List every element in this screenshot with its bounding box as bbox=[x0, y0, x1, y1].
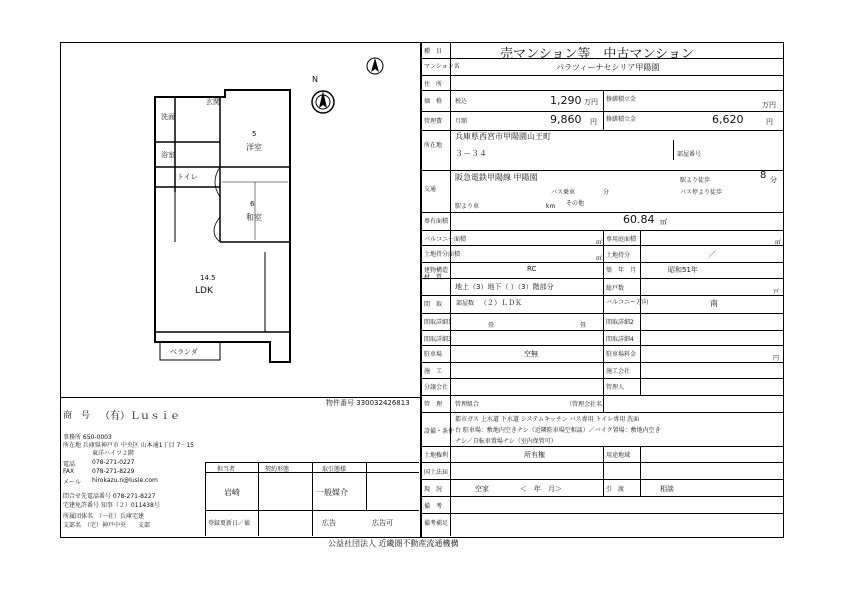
western-size: 5 bbox=[252, 130, 257, 138]
reserve-label: 修繕積立金 bbox=[606, 116, 637, 123]
agent-name-label: 商 号 bbox=[63, 411, 91, 421]
wash-label: 洗面 bbox=[161, 113, 175, 121]
agent-address: 所在地 兵庫県神戸市 中央区 山本通1丁目 7－15 bbox=[63, 442, 194, 449]
car-label: 駅より車 bbox=[455, 203, 480, 210]
agent-license-no: 宅建免許番号 知事（２）011438号 bbox=[63, 502, 160, 509]
agent-name: （有）Ｌｕｓｉｅ bbox=[100, 411, 180, 422]
direction-value: 南 bbox=[710, 299, 718, 308]
reserve-unit: 円 bbox=[766, 118, 773, 126]
area-value: 60.84 bbox=[623, 213, 655, 226]
private-area-unit: ㎡ bbox=[775, 239, 782, 246]
delivery-label: 引 渡 bbox=[606, 486, 625, 493]
delivery-value: 相談 bbox=[660, 485, 674, 493]
agent-branch: 支部名 （宅）神戸中央 支部 bbox=[63, 522, 151, 529]
walk-label: 駅より徒歩 bbox=[680, 177, 711, 184]
car-unit: km bbox=[546, 203, 556, 210]
ldk-size: 14.5 bbox=[200, 274, 216, 282]
room-label: 部屋番号 bbox=[677, 151, 702, 158]
detail2-label: 間取詳細2 bbox=[606, 319, 634, 326]
entrance-label: 玄関 bbox=[206, 98, 220, 106]
detail4-label: 間取詳細4 bbox=[606, 336, 634, 343]
staff-person-value: 岩崎 bbox=[224, 488, 240, 497]
manager-label: 管理人 bbox=[606, 384, 625, 391]
mgmt-value: 管理組合 bbox=[455, 401, 480, 408]
staff-ad: 広告 bbox=[322, 519, 336, 527]
use-label: 用途地域 bbox=[606, 452, 631, 459]
walk-value: 8 bbox=[760, 170, 767, 181]
structure-label: 建物構造 bbox=[424, 267, 449, 274]
units-label: 総戸数 bbox=[606, 285, 625, 292]
detail3-label: 間取詳細3 bbox=[424, 336, 452, 343]
private-area-label: 専用庭面積 bbox=[606, 236, 637, 243]
rights-value: 所有権 bbox=[524, 451, 545, 459]
price-value: 1,290 bbox=[550, 94, 582, 107]
staff-contract-header: 契約形態 bbox=[265, 466, 290, 473]
bus-walk: バス停より徒歩 bbox=[680, 189, 723, 196]
fee-unit: 円 bbox=[590, 118, 597, 126]
staff-reg-label: 登録更新日／値 bbox=[208, 520, 251, 527]
maintenance-label: 施 工 bbox=[424, 368, 443, 375]
agent-fax: 078-271-8229 bbox=[92, 468, 135, 475]
fee-monthly: 月額 bbox=[455, 118, 468, 125]
floor-plan-svg bbox=[60, 42, 419, 397]
footer-org: 公益社団法人 近畿圏不動産流通機構 bbox=[328, 539, 459, 548]
land-area-unit: ㎡ bbox=[596, 255, 603, 262]
structure-floors: 地上（3）地下（ ）（3）階部分 bbox=[455, 283, 554, 291]
agent-license: 事務所 650-0003 bbox=[63, 434, 112, 441]
staff-kanji-header: 取引態様 bbox=[322, 466, 347, 473]
fee-label: 管理費 bbox=[424, 118, 443, 125]
compass-top-icon bbox=[367, 58, 383, 74]
japanese-label: 和室 bbox=[246, 213, 262, 222]
structure-value: RC bbox=[527, 265, 537, 273]
parking-fee-unit: 円 bbox=[773, 355, 780, 362]
facilities-line2: 台 駐車場：敷地内空きナシ（近隣駐車場空相談）／バイク置場：敷地内空き bbox=[455, 427, 661, 434]
reserve-value: 6,620 bbox=[712, 113, 744, 126]
builder-label: 施工会社 bbox=[606, 368, 631, 375]
mgmt-type: （管理会社名） bbox=[566, 401, 609, 408]
detail1-unit2: 畳 bbox=[580, 322, 587, 329]
bus-unit: 分 bbox=[603, 189, 610, 196]
structure-label2: 材 質 bbox=[424, 274, 443, 281]
staff-person-header: 担当者 bbox=[217, 466, 236, 473]
law-label: 国土法届 bbox=[424, 469, 449, 476]
agent-tel-label: 電話 bbox=[63, 461, 76, 468]
staff-ad-ok: 広告可 bbox=[372, 519, 393, 527]
transport-label: 交通 bbox=[424, 186, 437, 193]
rooms-label: 部屋数 bbox=[456, 300, 475, 307]
parking-fee-label: 駐車場料金 bbox=[606, 351, 637, 358]
location-label: 所在地 bbox=[424, 142, 443, 149]
facilities-line1: 都市ガス 上水道 下水道 システムキッチン バス専用 トイレ専用 洗面 bbox=[455, 416, 640, 423]
other-label: その他 bbox=[566, 200, 585, 207]
western-label: 洋室 bbox=[246, 143, 262, 152]
fee-value: 9,860 bbox=[550, 113, 582, 126]
north-label: N bbox=[312, 75, 318, 84]
balcony-area-label: バルコニー面積 bbox=[424, 236, 467, 243]
agent-mail-label: メール bbox=[63, 479, 81, 486]
direction-label: バルコニー方向 bbox=[606, 299, 649, 306]
built-value: 昭和51年 bbox=[668, 266, 698, 274]
price-tax: 税込 bbox=[455, 98, 468, 105]
type-label: 種 目 bbox=[424, 48, 443, 55]
facilities-line3: ナシ／自転車置場ナシ（室内保管可） bbox=[455, 438, 557, 445]
location-line2: ３－３４ bbox=[455, 149, 487, 158]
mgmt-label: 管 理 bbox=[424, 401, 443, 408]
staff-type-value: 一般媒介 bbox=[316, 488, 348, 497]
toilet-label: トイレ bbox=[177, 173, 198, 181]
japanese-size: 6 bbox=[250, 200, 255, 208]
notes-label: 備 考 bbox=[424, 503, 443, 510]
land-share-value: ／ bbox=[708, 250, 716, 259]
layout-value: （２）ＬＤＫ bbox=[480, 299, 522, 307]
rights-label: 土地権利 bbox=[424, 452, 449, 459]
name-label: マンション名 bbox=[424, 63, 460, 70]
parking-label: 駐車場 bbox=[424, 351, 443, 358]
price-unit: 万円 bbox=[584, 98, 598, 106]
name-value: パラツィーナセシリア甲陽園 bbox=[556, 63, 660, 72]
area-unit: ㎡ bbox=[660, 218, 667, 226]
transport-line: 阪急電鉄甲陽線 甲陽園 bbox=[455, 173, 538, 182]
floor-plan bbox=[60, 42, 419, 397]
facilities-label: 設備・条件 bbox=[424, 428, 455, 435]
property-number: 物件番号 330032426813 bbox=[326, 399, 410, 407]
address-label: 住 所 bbox=[424, 81, 443, 88]
location-line1: 兵庫県西宮市甲陽園山王町 bbox=[455, 132, 551, 141]
sale-co-label: 分譲会社 bbox=[424, 384, 449, 391]
layout-label: 間 取 bbox=[424, 301, 443, 308]
built-label: 築 年 月 bbox=[606, 267, 637, 274]
repair-label: 修繕積立金 bbox=[606, 96, 637, 103]
agent-tel: 078-271-0227 bbox=[92, 459, 135, 466]
balcony-label: ベランダ bbox=[170, 348, 198, 356]
notes2-label: 備考補足 bbox=[424, 520, 449, 527]
detail1-label: 間取詳細1 bbox=[424, 319, 452, 326]
land-area-label: 土地持分面積 bbox=[424, 251, 461, 258]
ldk-label: LDK bbox=[195, 286, 213, 296]
land-share-label: 土地持分 bbox=[606, 252, 631, 259]
price-label: 価 格 bbox=[424, 98, 443, 105]
area-label: 専有面積 bbox=[424, 218, 449, 225]
status-ym: ＜ 年 月＞ bbox=[520, 485, 562, 493]
units-unit: 戸 bbox=[773, 289, 780, 296]
agent-inquiry: 問合せ先電話番号 078-271-8227 bbox=[63, 493, 156, 500]
repair-unit: 万円 bbox=[762, 101, 776, 109]
status-label: 現 況 bbox=[424, 486, 443, 493]
type-value: 売マンション等 中古マンション bbox=[500, 47, 694, 62]
agent-fax-label: FAX bbox=[63, 468, 75, 475]
balcony-area-unit: ㎡ bbox=[596, 239, 603, 246]
walk-unit: 分 bbox=[770, 176, 777, 184]
status-value: 空家 bbox=[475, 485, 489, 493]
detail1-unit: 畳 bbox=[488, 322, 495, 329]
agent-association: 所属団体名 （一社）兵庫宅建 bbox=[63, 513, 145, 520]
parking-value: 空無 bbox=[524, 350, 538, 358]
agent-mail[interactable]: hirokazu.n@lusie.com bbox=[92, 477, 158, 484]
bus-label: バス乗車 bbox=[551, 189, 576, 196]
bath-label: 浴室 bbox=[161, 151, 175, 159]
compass-main-icon bbox=[312, 91, 334, 113]
agent-building: 東洋ハイツ２階 bbox=[92, 450, 135, 457]
